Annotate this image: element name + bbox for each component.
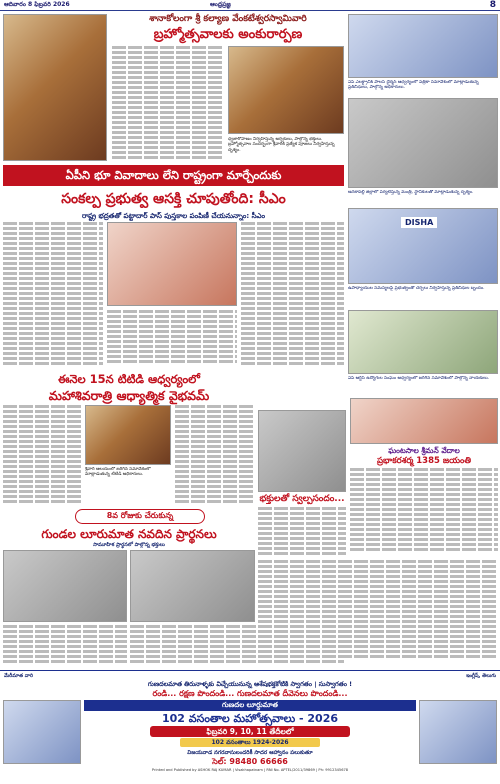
story1-body [112,46,224,162]
main-body-col1 [3,222,103,367]
ad-years-badge: 102 వసంతాలు 1924-2026 [180,738,320,747]
disha-sign: DISHA [401,217,437,228]
main-subhead: రాష్ట్ర భద్రతతో పట్టాదార్ పాస్ పుస్తకాల పంపిణీ చేయనున్నాం: సీఎం [81,212,266,220]
ad-festival: 102 వసంతాల మహోత్సవాలు - 2026 [161,712,339,725]
deity-photo [3,14,107,161]
right-caption-1: ఏపీ ఎలక్ట్రానిక్ పాలసీ ఛైర్మన్ ఆధ్వర్యంలో పత్రికా సమావేశంలో మాట్లాడుతున్న ప్రతినిధులు, పాల్గొన్న అధికారులు. [348,80,479,91]
devotees-photo [258,410,346,492]
story1-photo-caption: ధ్వజారోహణం నిర్వహిస్తున్న అర్చకులు, పాల్గొన్న భక్తులు. బ్రహ్మోత్సవాల సందర్భంగా శ్రీవారికి ప్రత్యేక పూజలు నిర్వహిస్తున్న దృశ్యం. [228,137,335,153]
imprint-line: Printed and Published by ASHOK RAJ KUMAR | Visakhapatnam | RNI No. APTEL/2011/39869 | Ph: 9912345678 [151,768,349,772]
publication-name: ఆంధ్రప్రజ్ఞ [210,1,231,8]
ad-invite: విజయవాడ నగరవాసులందరికీ సాదర ఆహ్వానం పలుకుతూ [187,750,313,756]
story5-body-col1 [3,625,127,667]
story2-headline-1: ఈనెల 15న టిటిడి ఆధ్వర్యంలో [58,372,200,386]
story4-body [350,468,498,557]
jayanthi-photo [350,398,498,444]
ad-top-right: ఇంగ్లీష్, తెలుగు [466,673,496,679]
story4-headline: ప్రభాకరశర్మ 1385 జయంతి [377,456,471,466]
story3-headline: భక్తులతో స్వల్పసందం... [259,494,345,504]
story5-box: 8వ రోజుకు చేరుకున్న [75,509,205,524]
main-headline-1: ఏపీని భూ వివాదాలు లేని రాష్ట్రంగా మార్చేందుకు [3,165,344,186]
press-meet-photo [348,14,498,78]
story1-kicker: శానాకోలంగా శ్రీ కల్యాణ వేంకటేశ్వరస్వామివారి [149,14,307,24]
story2-body-col1 [3,405,81,505]
page-header [0,0,500,11]
ad-top-label: మేరీమాత వారి [4,673,33,679]
story3-body [258,507,346,557]
story1-headline: బ్రహ్మోత్సవాలకు అంకురార్పణ [153,27,303,42]
right-caption-2: అనకాపల్లి జిల్లాలో పర్యటిస్తున్న మంత్రి, స్థానికులతో మాట్లాడుతున్న దృశ్యం. [348,190,474,195]
story1-photo [228,46,344,134]
story2-body-col2 [175,405,255,505]
ttd-photo [85,405,171,465]
page-number: 8 [489,0,496,10]
main-headline-2: సంకల్ప ప్రభుత్వ ఆసక్తి చూపుతోంది: సీఎం [61,191,286,207]
ad-mary-photo [419,700,497,764]
date-line: ఆదివారం 8 ఫిబ్రవరి 2026 [4,1,70,8]
story4-kicker: ఘంటసాల శ్రీమన్ వేదాల [388,446,460,455]
minister-visit-photo [348,98,498,188]
right-caption-3: ఉపాధ్యాయుల సమస్యలపై ప్రభుత్వంతో చర్చలు నిర్వహిస్తున్న ప్రతినిధుల బృందం. [348,286,485,291]
disha-meeting-photo [348,208,498,284]
ad-title: గుణదల లూర్దుమాత [84,700,416,711]
prayer-photo-1 [3,550,127,622]
prayer-photo-2 [130,550,255,622]
advertisement [0,670,500,776]
story5-subhead: సామూహిక ప్రార్థనలో పాల్గొన్న భక్తులు [93,542,165,548]
story2-photo-caption: శ్రీవారి ఆలయంలో జరిగిన సమావేశంలో మాట్లాడుతున్న టిటిడి అధికారులు. [85,467,151,478]
union-meeting-photo [348,310,498,374]
story2-headline-2: మహాశివరాత్రి ఆధ్యాత్మిక వైభవమ్ [48,388,210,403]
story4-continued [258,560,498,666]
right-caption-4: ఏపీ ఆర్టీసీ ఉద్యోగుల సంఘం ఆధ్వర్యంలో జరిగిన సమావేశంలో పాల్గొన్న నాయకులు. [348,376,490,381]
ad-phone: సెల్: 98480 66666 [212,757,288,766]
story5-headline: గుండల లూరుమాత నవదిన ప్రార్థనలు [41,527,217,541]
ad-welcome: గుణదలమాత తిరునాళ్ళకు విచ్చేయునున్న ఆశేషభక్తకోటికి స్వాగతం | సుస్వాగతం ! [147,680,353,688]
cm-photo [107,222,237,306]
main-body-col3 [241,222,344,367]
ad-dates: ఫిబ్రవరి 9, 10, 11 తేదీలలో [150,726,350,737]
ad-line2: రండి... రక్షణ పొందండి... గుణదలమాత దీవెనలు పొందండి... [152,689,348,698]
ad-church-photo [3,700,81,764]
main-body-col2 [107,310,237,367]
